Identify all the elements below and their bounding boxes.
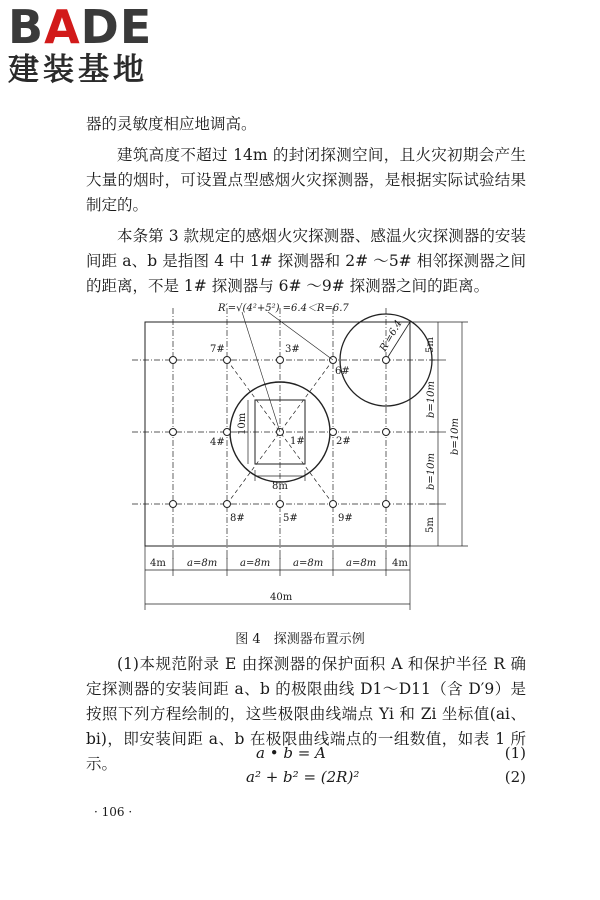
detector-label-6: 6# — [335, 366, 350, 377]
detector-label-8: 8# — [230, 513, 245, 524]
dim-b2: b=10m — [426, 453, 437, 490]
dim-5m-top: 5m — [425, 337, 436, 353]
detector-label-7: 7# — [210, 344, 225, 355]
detector-label-4: 4# — [210, 437, 225, 448]
radius-label: R′=6.4 — [378, 318, 405, 354]
detector-label-9: 9# — [338, 513, 353, 524]
equation-2-number: (2) — [504, 768, 526, 786]
figure-caption: 图 4 探测器布置示例 — [235, 632, 365, 647]
dim-a2: a=8m — [240, 558, 271, 569]
bade-logo — [8, 0, 178, 94]
dim-b1: b=10m — [426, 381, 437, 418]
paragraph-2: 建筑高度不超过 14m 的封闭探测空间，且火灾初期会产生大量的烟时，可设置点型感烟火灾探测器，是根据实际试验结果制定的。 — [86, 146, 526, 214]
square-side-label: 10m — [237, 412, 248, 435]
detector-label-1: 1# — [290, 436, 305, 447]
dim-a4: a=8m — [346, 558, 377, 569]
dim-4m-left: 4m — [150, 558, 166, 569]
logo-subtitle: 建装基地 — [8, 52, 148, 88]
paragraph-1: 器的灵敏度相应地调高。 — [86, 115, 257, 133]
formula-label: R′=√(4²+5²) =6.4＜R=6.7 — [218, 303, 349, 314]
logo-wordmark: BADE — [8, 0, 153, 54]
dim-total-width: 40m — [270, 592, 293, 603]
page-number: · 106 · — [94, 805, 133, 819]
dim-total-height: b=10m — [450, 418, 461, 455]
detector-layout-diagram — [130, 292, 482, 628]
detector-label-5: 5# — [283, 513, 298, 524]
equation-2-body: a² + b² = (2R)² — [246, 768, 360, 786]
dim-4m-right: 4m — [392, 558, 408, 569]
dim-a3: a=8m — [293, 558, 324, 569]
paragraph-3: 本条第 3 款规定的感烟火灾探测器、感温火灾探测器的安装间距 a、b 是指图 4 中 1# 探测器和 2# ～5# 相邻探测器之间的距离，不是 1# 探测器与 6# ～9# 探测器之间的距离。 — [86, 227, 526, 295]
square-bottom-label: 8m — [272, 481, 288, 492]
paragraph-4: (1)本规范附录 E 由探测器的保护面积 A 和保护半径 R 确定探测器的安装间距 a、b 的极限曲线 D1～D11（含 D′9）是按照下列方程绘制的，这些极限曲线端点 Yi 和 Zi 坐标值(ai、bi)，即安装间距 a、b 在极限曲线端点的一组数值，如表 1 所示。 — [86, 655, 526, 773]
dim-a1: a=8m — [187, 558, 218, 569]
equation-1-number: (1) — [504, 744, 526, 762]
dim-5m-bottom: 5m — [425, 517, 436, 533]
detector-label-2: 2# — [336, 436, 351, 447]
detector-label-3: 3# — [285, 344, 300, 355]
equation-1-body: a • b = A — [256, 744, 326, 762]
